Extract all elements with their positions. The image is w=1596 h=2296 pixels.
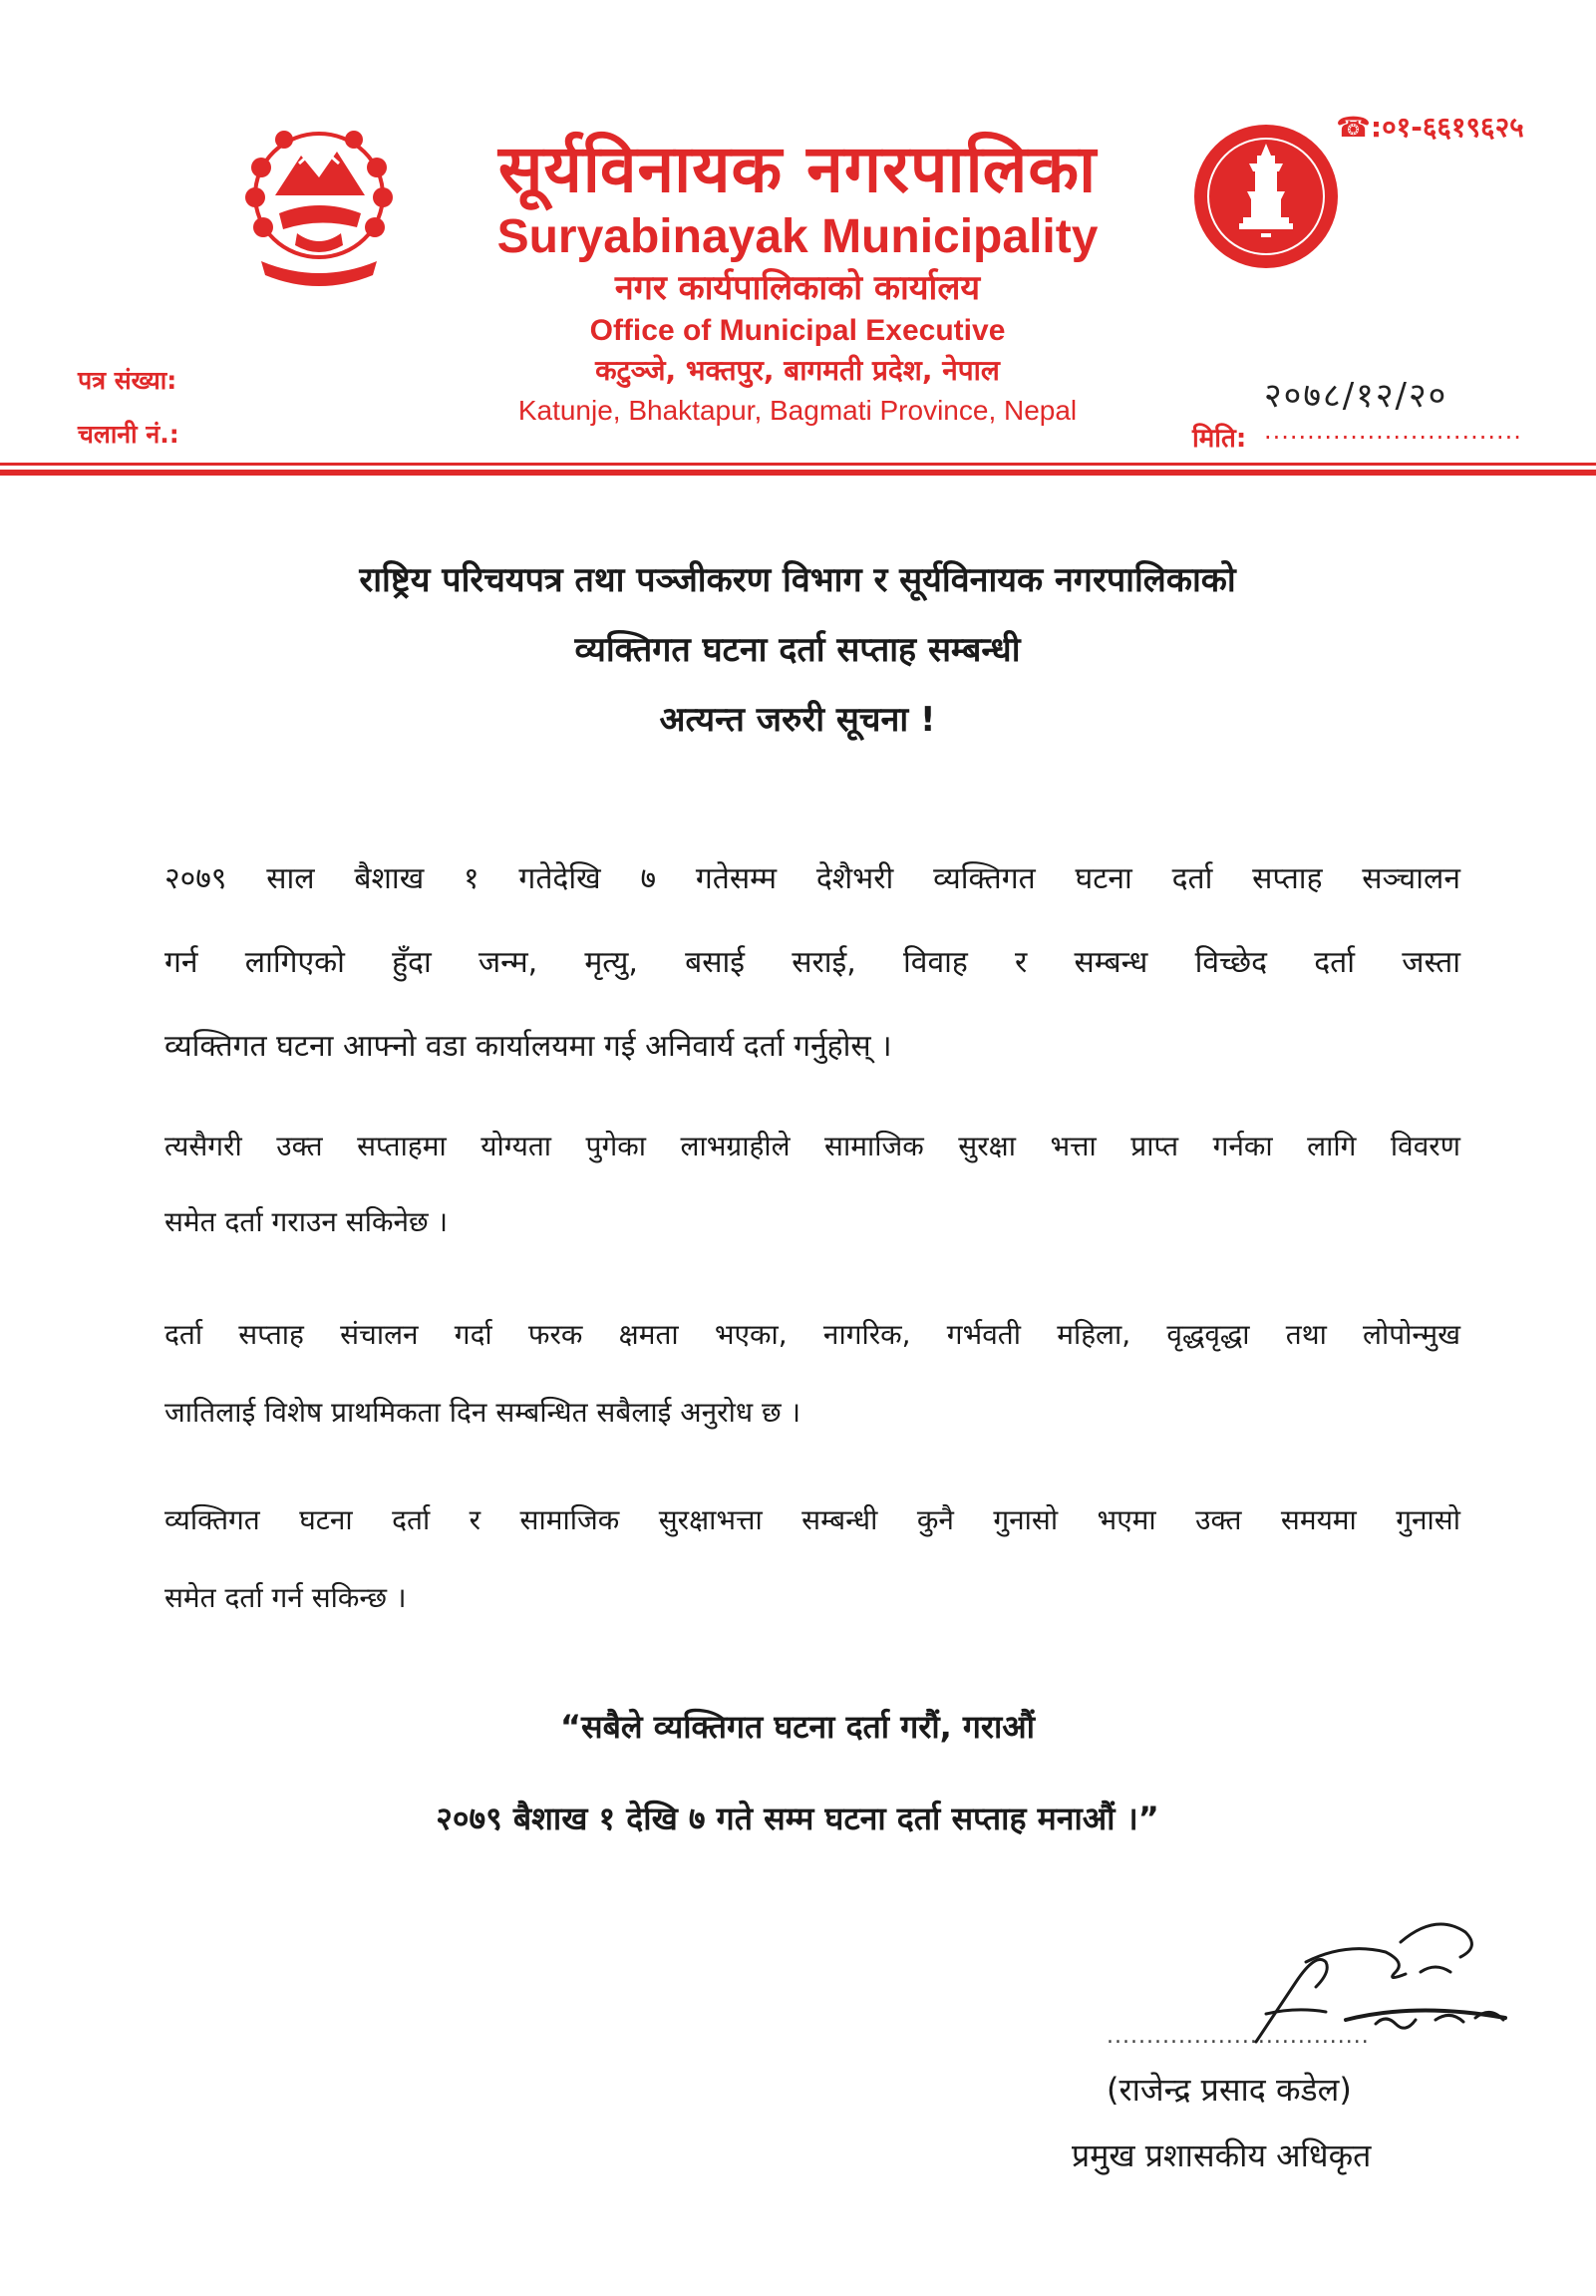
- paragraph-line: दर्ता सप्ताह संचालन गर्दा फरक क्षमता भएका, नागरिक, गर्भवती महिला, वृद्धवृद्धा तथा लोपोन्मुख: [164, 1318, 1460, 1351]
- notice-paragraph-2: [164, 1109, 1460, 1260]
- letter-number-label: पत्र संख्या:: [78, 366, 177, 395]
- slogan-line-1: “सबैले व्यक्तिगत घटना दर्ता गरौं, गराऔं: [559, 1708, 1036, 1746]
- paragraph-line: व्यक्तिगत घटना दर्ता र सामाजिक सुरक्षाभत्ता सम्बन्धी कुनै गुनासो भएमा उक्त समयमा गुनासो: [164, 1503, 1460, 1536]
- notice-title-line-3: अत्यन्त जरुरी सूचना !: [659, 700, 936, 740]
- office-name-english: Office of Municipal Executive: [589, 314, 1006, 347]
- notice-paragraph-4: [164, 1481, 1460, 1637]
- date-label: मिति:: [1192, 424, 1247, 454]
- paragraph-line: त्यसैगरी उक्त सप्ताहमा योग्यता पुगेका लाभग्राहीले सामाजिक सुरक्षा भत्ता प्राप्त गर्नका लागि विवरण: [164, 1130, 1460, 1162]
- handwritten-date: २०७८/१२/२०: [1264, 376, 1448, 416]
- notice-paragraph-1: [164, 837, 1460, 1089]
- municipality-seal-icon: [1191, 122, 1341, 271]
- paragraph-line: व्यक्तिगत घटना आफ्नो वडा कार्यालयमा गई अनिवार्य दर्ता गर्नुहोस् ।: [164, 1029, 892, 1064]
- paragraph-line: जातिलाई विशेष प्राथमिकता दिन सम्बन्धित सबैलाई अनुरोध छ ।: [164, 1396, 801, 1429]
- office-name-nepali: नगर कार्यपालिकाको कार्यालय: [614, 268, 981, 308]
- notice-paragraph-3: [164, 1296, 1460, 1452]
- letterhead-titles: [389, 130, 1206, 431]
- address-nepali: कटुञ्जे, भक्तपुर, बागमती प्रदेश, नेपाल: [595, 354, 1000, 387]
- header-divider-thin: [0, 463, 1596, 466]
- signature-dotted-line: .................................: [1107, 2024, 1370, 2049]
- address-english: Katunje, Bhaktapur, Bagmati Province, Nepal: [517, 395, 1078, 426]
- notice-title-line-1: राष्ट्रिय परिचयपत्र तथा पञ्जीकरण विभाग र सूर्यविनायक नगरपालिकाको: [359, 560, 1236, 600]
- dispatch-number-label: चलानी नं.:: [78, 420, 179, 449]
- paragraph-line: समेत दर्ता गराउन सकिनेछ ।: [164, 1205, 449, 1238]
- municipality-name-nepali: सूर्यविनायक नगरपालिका: [497, 131, 1098, 207]
- signatory-title: प्रमुख प्रशासकीय अधिकृत: [1072, 2136, 1372, 2174]
- notice-title-line-2: व्यक्तिगत घटना दर्ता सप्ताह सम्बन्धी: [574, 630, 1021, 670]
- phone-number: ☎:०१-६६१९६२५: [1336, 111, 1524, 144]
- paragraph-line: समेत दर्ता गर्न सकिन्छ ।: [164, 1581, 407, 1614]
- municipality-name-english: Suryabinayak Municipality: [496, 210, 1099, 263]
- signatory-name: (राजेन्द्र प्रसाद कडेल): [1107, 2071, 1352, 2109]
- paragraph-line: २०७९ साल बैशाख १ गतेदेखि ७ गतेसम्म देशैभरी व्यक्तिगत घटना दर्ता सप्ताह सञ्चालन: [164, 861, 1460, 896]
- date-dotted-line: ..............................: [1264, 417, 1522, 445]
- nepal-emblem-icon: [239, 118, 399, 289]
- paragraph-line: गर्न लागिएको हुँदा जन्म, मृत्यु, बसाई सराई, विवाह र सम्बन्ध विच्छेद दर्ता जस्ता: [164, 945, 1460, 980]
- header-divider-thick: [0, 470, 1596, 476]
- slogan-line-2: २०७९ बैशाख १ देखि ७ गते सम्म घटना दर्ता सप्ताह मनाऔं ।”: [436, 1800, 1159, 1837]
